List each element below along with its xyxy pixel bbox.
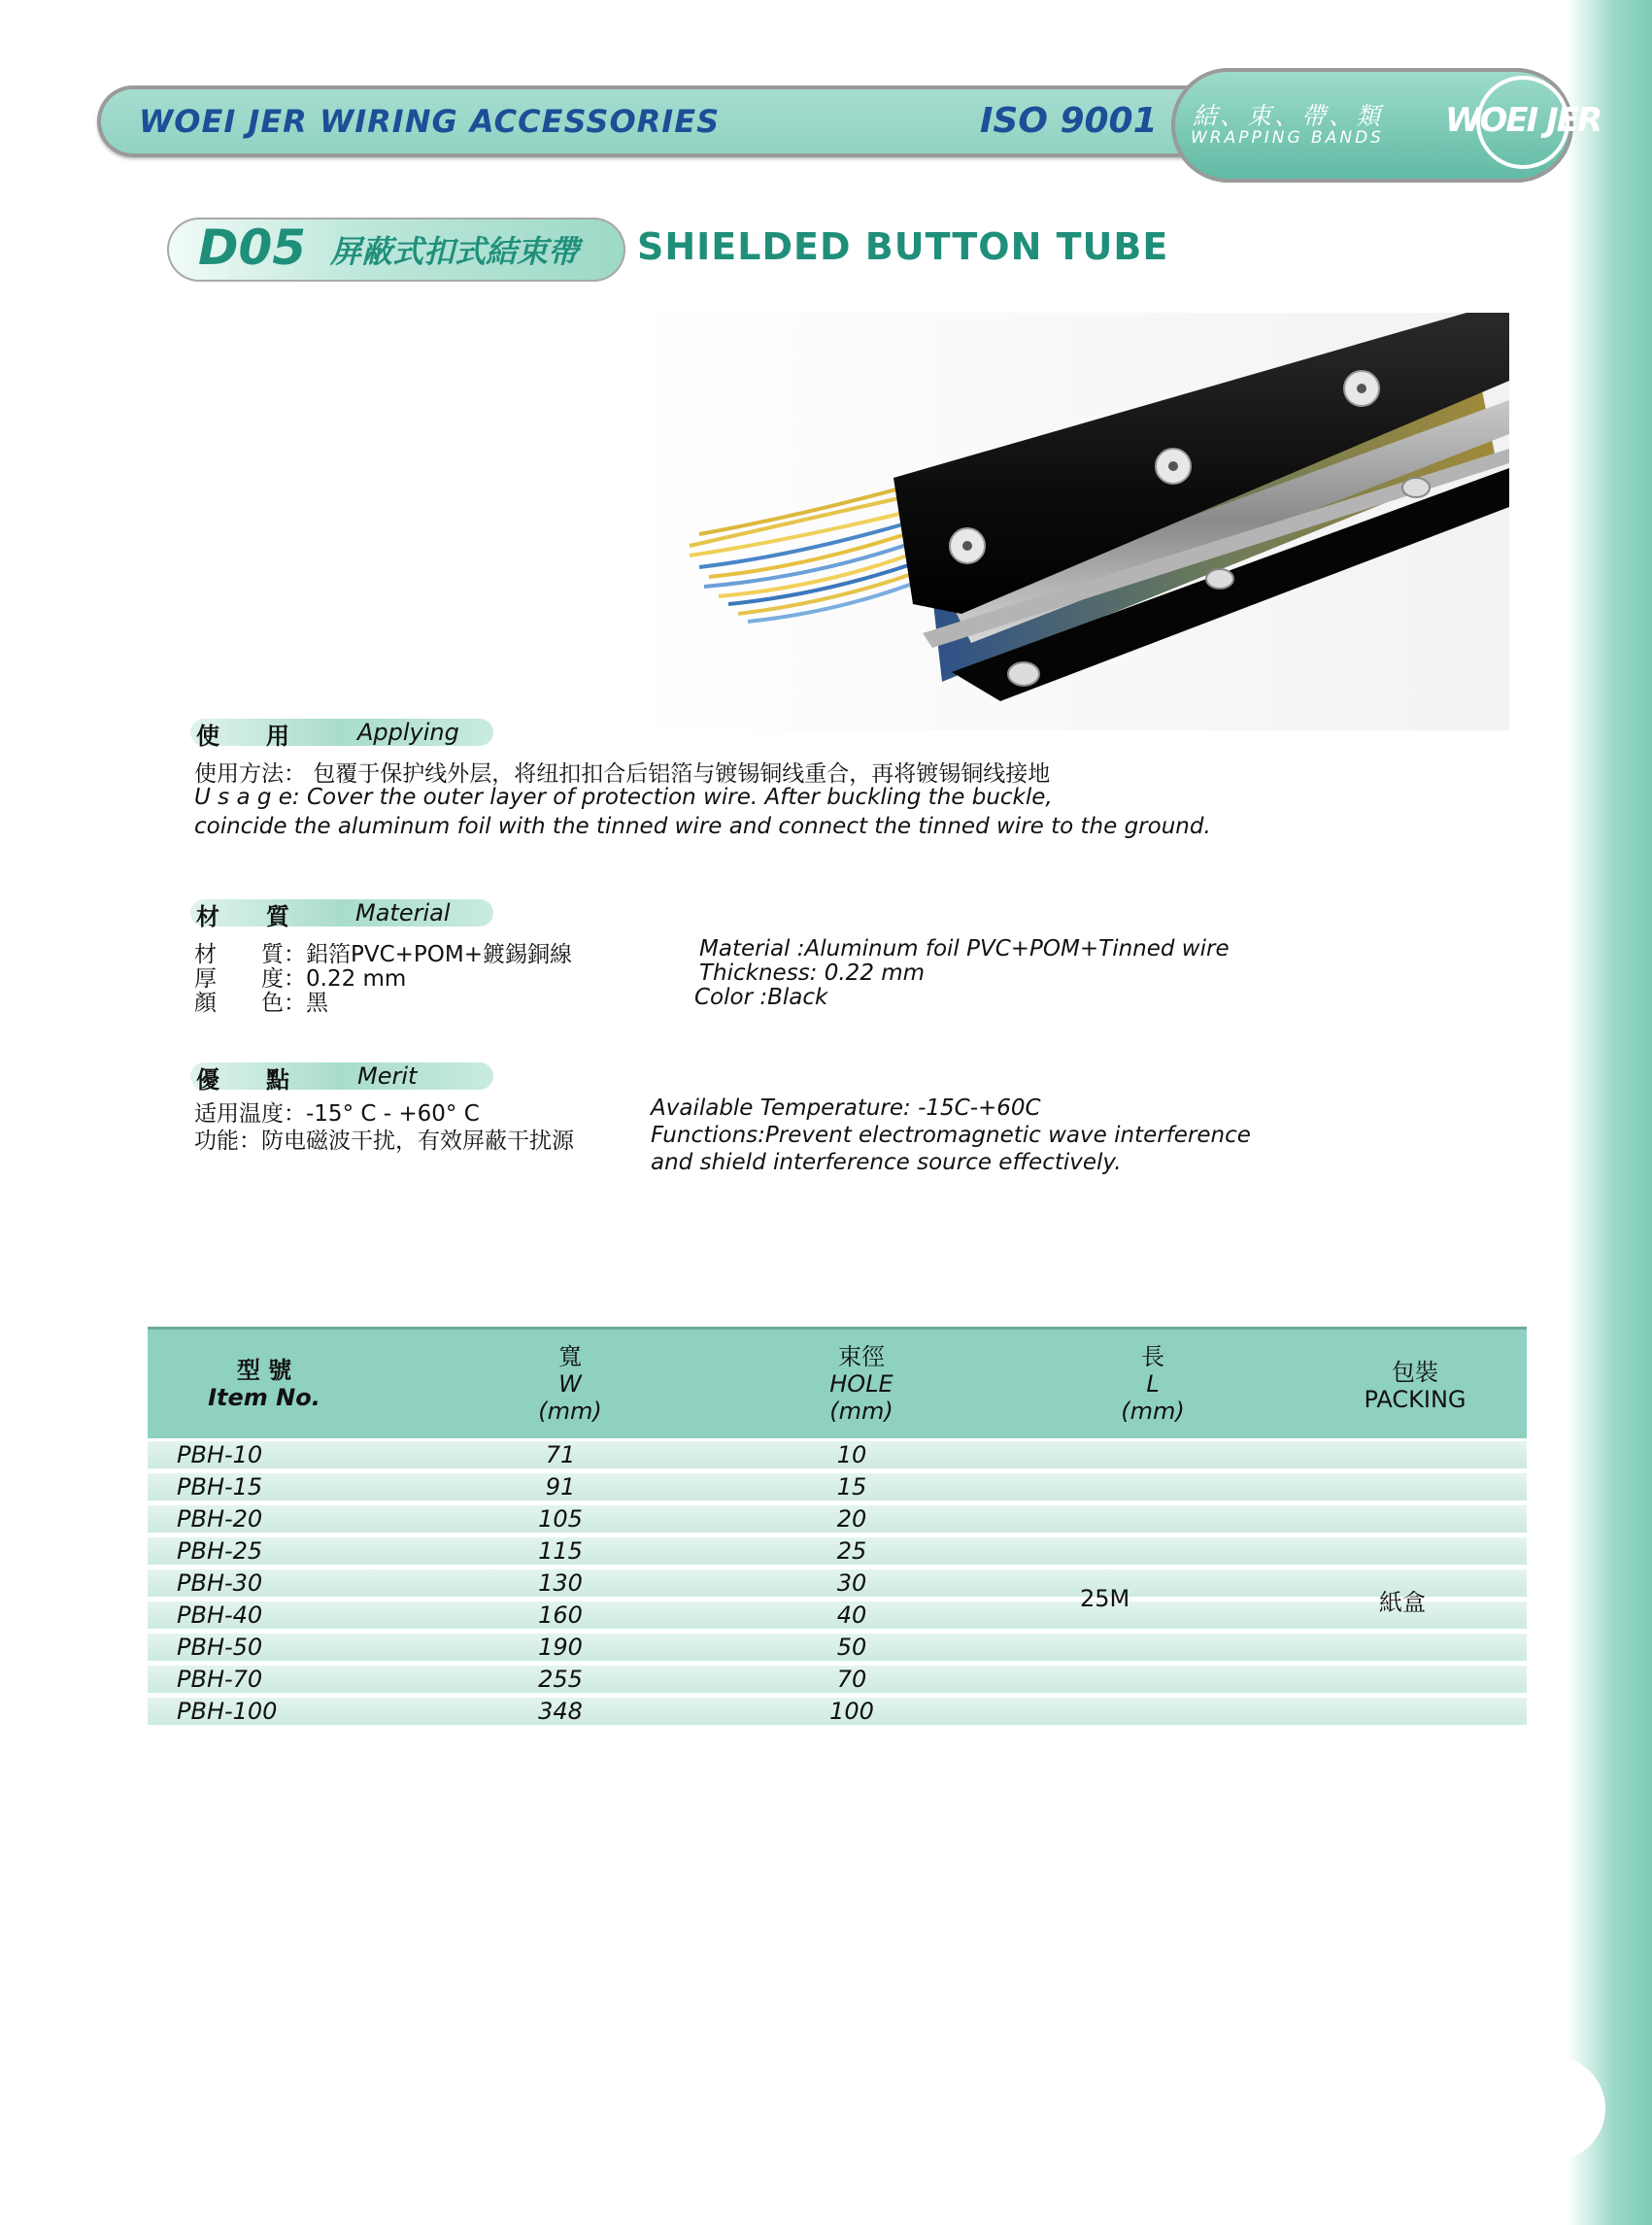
product-title-en: SHIELDED BUTTON TUBE	[637, 225, 1169, 268]
table-row: PBH-10 71 10	[148, 1441, 1527, 1468]
th-hole: 束徑 HOLE (mm)	[829, 1343, 893, 1425]
usage-en-2: coincide the aluminum foil with the tinned wire and connect the tinned wire to the ground.	[194, 814, 1211, 839]
product-image	[631, 313, 1509, 730]
badge-en-label: WRAPPING BANDS	[1191, 128, 1384, 148]
material-cn-3: 顏 色：黑	[194, 991, 328, 1016]
material-en-1: Material :Aluminum foil PVC+POM+Tinned wire	[699, 936, 1230, 961]
side-decoration-dot	[1500, 2056, 1605, 2161]
side-decoration-band	[1567, 0, 1652, 2225]
th-length: 長 L (mm)	[1121, 1343, 1185, 1425]
merit-label-cn: 優 點	[196, 1066, 289, 1094]
material-label-en: Material	[355, 899, 451, 927]
table-row: PBH-15 91 15	[148, 1473, 1527, 1500]
table-row: PBH-30 130 30	[148, 1569, 1527, 1597]
material-cn-2: 厚 度：0.22 mm	[194, 966, 407, 992]
merit-en-2: Functions:Prevent electromagnetic wave interference	[651, 1123, 1251, 1148]
applying-label-cn: 使 用	[196, 723, 289, 750]
table-row: PBH-40 160 40	[148, 1601, 1527, 1629]
badge-cn-label: 結、束、帶、類	[1193, 102, 1384, 130]
table-row: PBH-100 348 100	[148, 1698, 1527, 1725]
merit-cn-1: 适用温度：-15° C - +60° C	[194, 1101, 480, 1127]
table-row: PBH-70 255 70	[148, 1666, 1527, 1693]
th-item: 型 號 Item No.	[208, 1357, 320, 1411]
usage-cn: 使用方法： 包覆于保护线外层，将纽扣扣合后铝箔与镀锡铜线重合，再将镀锡铜线接地	[194, 761, 1051, 787]
th-width: 寬 W (mm)	[538, 1343, 602, 1425]
merit-label-en: Merit	[357, 1062, 418, 1090]
material-label-cn: 材 質	[196, 903, 289, 930]
merit-en-1: Available Temperature: -15C-+60C	[651, 1096, 1041, 1121]
company-logo: WOEI JER	[1445, 101, 1601, 140]
company-name: WOEI JER WIRING ACCESSORIES	[139, 103, 721, 140]
merit-en-3: and shield interference source effectively.	[651, 1150, 1122, 1175]
iso-label: ISO 9001	[980, 101, 1158, 141]
packing-value: 紙盒	[1379, 1589, 1426, 1616]
merit-cn-2: 功能：防电磁波干扰，有效屏蔽干扰源	[194, 1129, 574, 1154]
applying-label-en: Applying	[357, 719, 459, 746]
table-row: PBH-25 115 25	[148, 1537, 1527, 1565]
table-row: PBH-20 105 20	[148, 1505, 1527, 1533]
spec-table-header	[148, 1327, 1527, 1438]
product-code: D05	[198, 219, 307, 276]
product-title-cn: 屏蔽式扣式結束帶	[330, 233, 580, 270]
material-en-3: Color :Black	[694, 985, 828, 1010]
th-packing: 包裝 PACKING	[1364, 1359, 1467, 1413]
table-row: PBH-50 190 50	[148, 1634, 1527, 1661]
material-en-2: Thickness: 0.22 mm	[699, 961, 926, 986]
usage-en-1: U s a g e: Cover the outer layer of protection wire. After buckling the buckle,	[194, 785, 1053, 810]
length-value: 25M	[1080, 1585, 1130, 1612]
material-cn-1: 材 質：鋁箔PVC+POM+鍍錫銅線	[194, 942, 573, 967]
